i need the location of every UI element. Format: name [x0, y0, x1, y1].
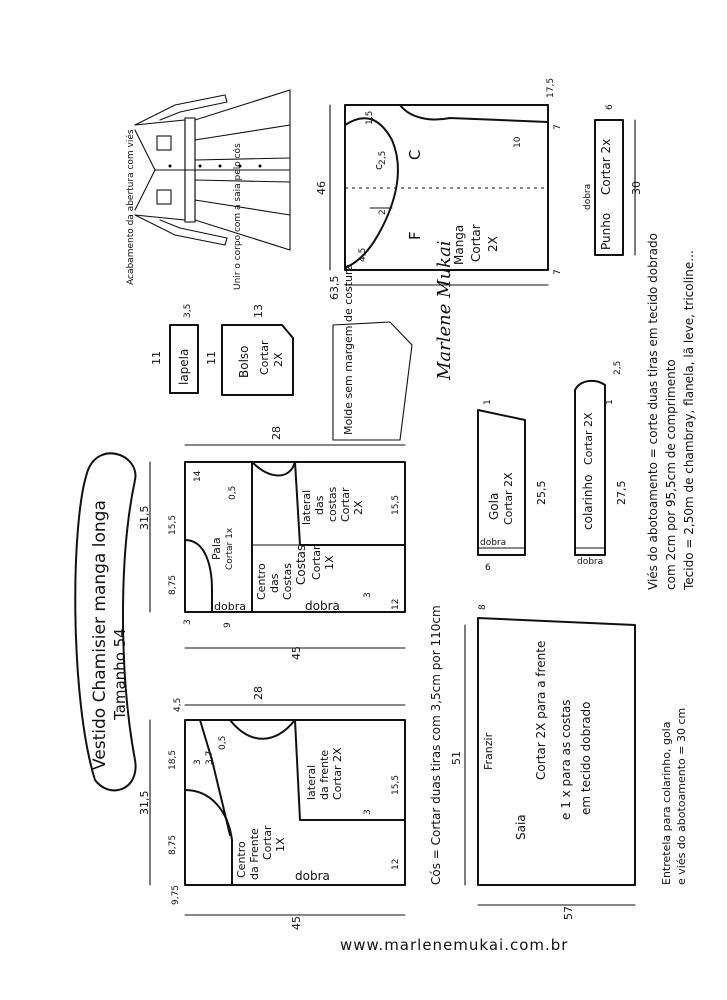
sleeve-dim-175: 17,5 [546, 77, 556, 98]
front-dim-155: 15,5 [391, 774, 401, 795]
sleeve-dim-45: 4,5 [358, 247, 368, 262]
page-title: Vestido Chamisier manga longa [90, 500, 110, 770]
back-dim-155a: 15,5 [168, 514, 178, 535]
illustration-note-join: Unir o corpo com a saia pelo cós [233, 143, 243, 290]
back-yoke-fold: dobra [214, 600, 246, 613]
back-dim-3b: 3 [363, 592, 373, 598]
front-lateral-1: lateral [305, 764, 318, 800]
cuff-fold: dobra [583, 183, 593, 210]
skirt-outline [478, 618, 635, 885]
front-center-3: Cortar [261, 825, 274, 860]
front-dim-185: 18,5 [168, 749, 178, 770]
front-lateral-2: da frente [318, 749, 331, 800]
colarinho-label: colarinho [581, 474, 595, 530]
pocket-label: Bolso [237, 345, 251, 378]
pocket-cut-label: Cortar [258, 340, 271, 375]
molde-note: Molde sem margem de costura [342, 263, 355, 435]
gola-dim-w: 25,5 [535, 480, 548, 505]
lapel-dim-w: 11 [150, 351, 163, 365]
back-label: Costas [294, 544, 308, 585]
skirt-cut-2: e 1 x para as costas [559, 699, 573, 820]
back-center-2: das [268, 573, 281, 593]
page-subtitle: Tamanho 54 [111, 628, 129, 720]
back-cut-label: Cortar [310, 545, 323, 580]
cuff-cut-label: Cortar 2x [599, 138, 613, 195]
cos-note: Cós = Cortar duas tiras com 3,5cm por 110cm [429, 605, 443, 885]
cuff-label: Punho [599, 212, 613, 250]
back-fold: dobra [305, 599, 340, 613]
front-dim-12: 12 [391, 858, 401, 870]
back-yoke-cut: Cortar 1x [225, 527, 235, 570]
back-dim-14: 14 [193, 470, 203, 482]
cuff-dim-h: 6 [605, 104, 615, 110]
sleeve-dim-15: 1,5 [365, 110, 375, 125]
website-footer: www.marlenemukai.com.br [340, 936, 569, 954]
back-cut-count: 1X [323, 555, 336, 570]
skirt-dim-h: 51 [450, 751, 463, 765]
gola-label: Gola [487, 492, 501, 520]
front-dim-37: 3,7 [205, 750, 215, 765]
gola-fold: dobra [480, 538, 507, 548]
back-lateral-3: costas [326, 486, 339, 522]
sleeve-letter-c: C [406, 149, 424, 160]
back-dim-9: 9 [223, 622, 233, 628]
skirt-gather: Franzir [482, 732, 495, 770]
note-entretela-2: e viés do abotoamento = 30 cm [675, 707, 688, 885]
note-tecido: Tecido = 2,50m de chambray, flanela, lã leve, tricoline... [682, 250, 696, 590]
dress-illustration [135, 90, 290, 250]
sleeve-cut-label: Cortar [469, 224, 483, 262]
front-dim-45: 4,5 [173, 697, 183, 712]
back-dim-h: 45 [290, 646, 303, 660]
sleeve-dim-7a: 7 [553, 124, 563, 130]
front-center-4: 1X [274, 837, 287, 852]
gola-dim-h: 6 [485, 563, 491, 573]
sleeve-dim-7b: 7 [553, 269, 563, 275]
sleeve-cut-count: 2X [486, 236, 500, 252]
front-dim-875: 8,75 [168, 834, 178, 855]
front-dim-3: 3 [193, 759, 203, 765]
note-vies-1: Viés do abotoamento = corte duas tiras em tecido dobrado [646, 233, 660, 590]
back-lateral-5: 2X [352, 500, 365, 515]
sleeve-dim-10: 10 [513, 136, 523, 148]
signature: Marlene Mukai [434, 240, 455, 380]
skirt-dim-8: 8 [478, 604, 488, 610]
back-dim-875: 8,75 [168, 574, 178, 595]
note-vies-2: com 2cm por 95,5cm de comprimento [664, 359, 678, 590]
back-lateral-2: das [313, 495, 326, 515]
lapel-dim-h: 3,5 [183, 303, 193, 318]
colarinho-dim-1: 1 [605, 399, 615, 405]
gola-dim-1: 1 [483, 399, 493, 405]
front-dim-3b: 3 [363, 809, 373, 815]
back-lateral-1: lateral [300, 489, 313, 525]
back-center-1: Centro [255, 563, 268, 600]
skirt-label: Saia [514, 814, 528, 840]
gola-cut-label: Cortar 2X [502, 472, 515, 525]
sleeve-dim-2: 2 [378, 209, 388, 215]
back-lateral-4: Cortar [339, 487, 352, 522]
colarinho-dim-h: 2,5 [613, 360, 623, 375]
pocket-dim-w: 11 [205, 351, 218, 365]
cuff-dim-w: 30 [630, 181, 643, 195]
back-outline [185, 462, 405, 612]
back-dim-w: 31,5 [138, 505, 151, 530]
colarinho-fold: dobra [577, 557, 604, 567]
sleeve-letter-c-small: c [372, 163, 385, 170]
front-center-1: Centro [235, 841, 248, 878]
sleeve-dim-46: 46 [315, 181, 328, 195]
back-pattern [150, 445, 405, 648]
back-yoke-label: Pala [210, 537, 223, 560]
skirt-cut-1: Cortar 2X para a frente [534, 640, 548, 780]
back-center-3: Costas [281, 563, 294, 600]
front-dim-05: 0,5 [218, 735, 228, 750]
front-dim-975: 9,75 [171, 884, 181, 905]
sleeve-cap-curve [345, 118, 398, 268]
front-lateral-3: Cortar 2X [331, 747, 344, 800]
back-dim-3: 3 [183, 619, 193, 625]
front-dim-top: 28 [252, 686, 265, 700]
note-entretela-1: Entretela para colarinho, gola [660, 721, 673, 885]
front-center-2: da Frente [248, 828, 261, 880]
illustration-note-opening: Acabamento da abertura com viés [126, 129, 136, 285]
pocket-cut-count: 2X [272, 352, 285, 367]
colarinho-cut-label: Cortar 2X [582, 412, 595, 465]
front-dim-w: 31,5 [138, 790, 151, 815]
lapel-label: lapela [177, 348, 191, 385]
sleeve-dim-25: 2,5 [378, 150, 388, 165]
front-fold: dobra [295, 869, 330, 883]
back-dim-155b: 15,5 [391, 494, 401, 515]
sleeve-label: Manga [452, 224, 466, 265]
sleeve-dim-635: 63,5 [328, 275, 341, 300]
pocket-dim-h: 13 [252, 304, 265, 318]
back-dim-12: 12 [391, 598, 401, 610]
sleeve-letter-f: F [406, 231, 424, 240]
colarinho-dim-w: 27,5 [615, 480, 628, 505]
skirt-cut-3: em tecido dobrado [579, 701, 593, 815]
front-dim-h: 45 [290, 916, 303, 930]
back-dim-top: 28 [270, 426, 283, 440]
skirt-dim-w: 57 [562, 906, 575, 920]
back-dim-05: 0,5 [228, 485, 238, 500]
